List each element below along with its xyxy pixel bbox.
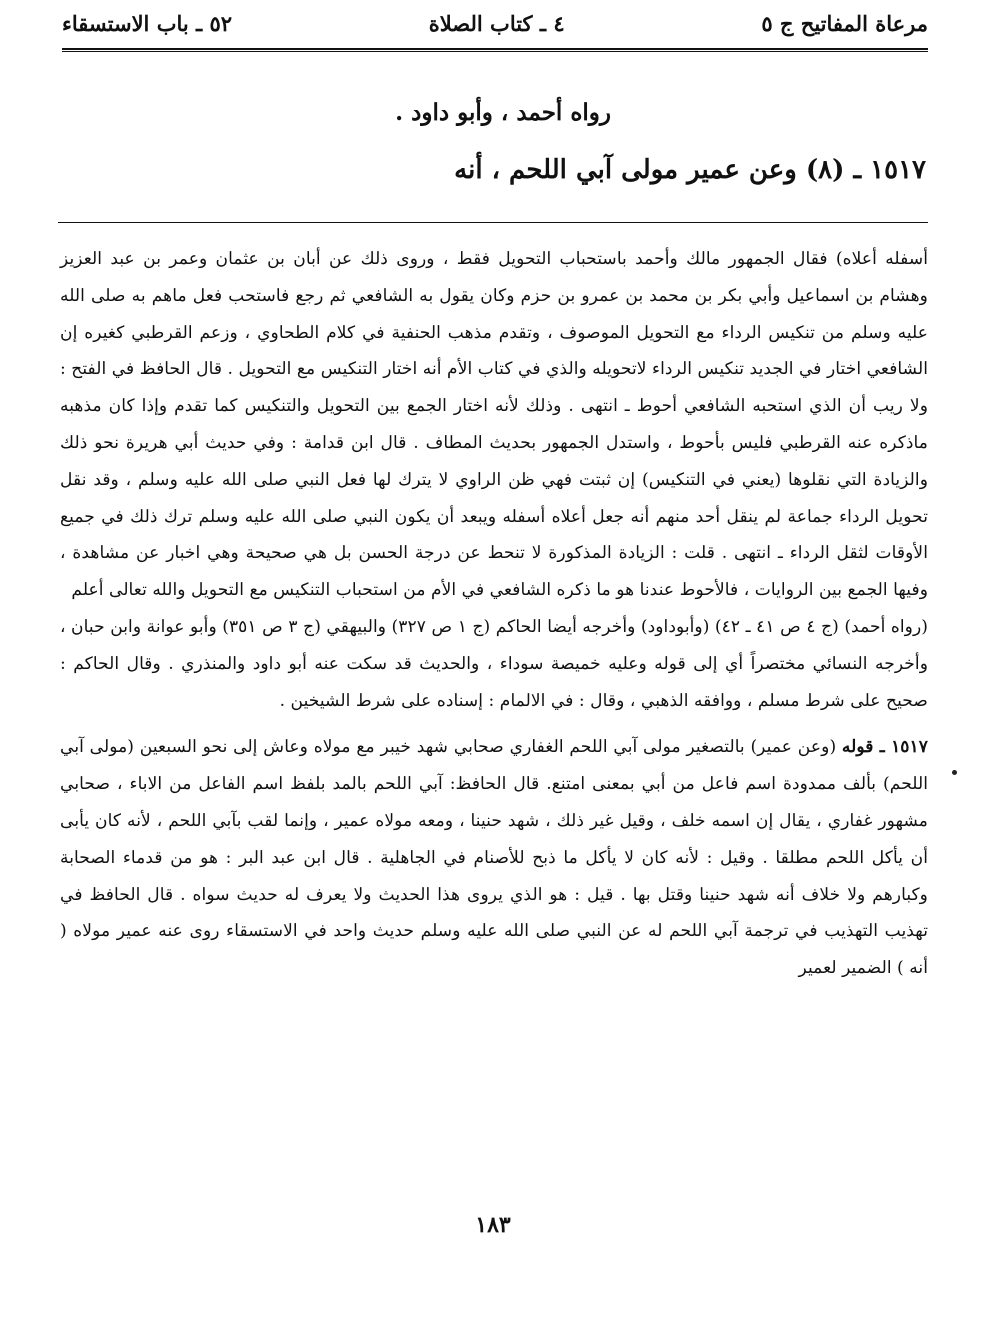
hadith-number-lead: ١٥١٧ ـ قوله [841, 737, 928, 758]
header-rule [62, 48, 928, 50]
commentary [60, 241, 928, 987]
matn-line-1: رواه أحمد ، وأبو داود . [395, 99, 611, 126]
matn-line-2: ١٥١٧ ـ (٨) وعن عمير مولى آبي اللحم ، أنه [454, 155, 926, 185]
commentary-paragraph-2: (رواه أحمد) (ج ٤ ص ٤١ ـ ٤٢) (وأبوداود) وأخرجه أيضا الحاكم (ج ١ ص ٣٢٧) والبيهقي (ج ٣ ص ٣٥١) وأبو عوانة وابن حبان ، وأخرجه النسائي مختصراً أي إلى قوله وعليه خميصة سوداء ، والحديث قد سكت عنه أبو داود والمنذري . وقال الحاكم : صحيح على شرط مسلم ، ووافقه الذهبي ، وقال : في الالمام : إسناده على شرط الشيخين . [60, 616, 928, 711]
header-section: ٥٢ ـ باب الاستسقاء [62, 10, 233, 36]
page-number: ١٨٣ [475, 1212, 511, 1238]
header-rule-thin [62, 51, 928, 52]
running-header [62, 4, 928, 42]
text-divider [58, 222, 928, 223]
margin-mark [952, 770, 957, 775]
commentary-paragraph-1: أسفله أعلاه) فقال الجمهور مالك وأحمد باستحباب التحويل فقط ، وروى ذلك عن أبان بن عثمان وعمر بن عبد العزيز وهشام بن اسماعيل وأبي بكر بن محمد بن عمرو بن حزم وكان يقول به الشافعي ثم رجع فاستحب فعل ماهم به صلى الله عليه وسلم من تنكيس الرداء مع التحويل الموصوف ، وتقدم مذهب الحنفية في كلام الطحاوي ، وزعم القرطبي كغيره إن الشافعي اختار في الجديد تنكيس الرداء لاتحويله والذي في كتاب الأم أنه اختار التنكيس مع التحويل . قال الحافظ في الفتح : ولا ريب أن الذي استحبه الشافعي أحوط ـ انتهى . وذلك لأنه اختار الجمع بين التحويل والتنكيس كما تقدم وإذا كان مذهبه ماذكره عنه القرطبي فليس بأحوط ، واستدل الجمهور بحديث المطاف . قال ابن قدامة : وفي حديث أبي هريرة نحو ذلك والزيادة التي نقلوها (يعني في التنكيس) إن ثبتت فهي ظن الراوي لا يترك لها فعل النبي صلى الله عليه وسلم ، وقد نقل تحويل الرداء جماعة لم ينقل أحد منهم أنه جعل أعلاه أسفله ويبعد أن يكون النبي صلى الله عليه وسلم ترك ذلك في جميع الأوقات لثقل الرداء ـ انتهى . قلت : الزيادة المذكورة لا تنحط عن درجة الحسن بل هي صحيحة وهي اخبار عن مشاهدة ، وفيها الجمع بين الروايات ، فالأحوط عندنا هو ما ذكره الشافعي في الأم من استحباب التنكيس مع التحويل والله تعالى أعلم [60, 249, 928, 601]
header-chapter: ٤ ـ كتاب الصلاة [428, 10, 565, 36]
commentary-paragraph-3-text: (وعن عمير) بالتصغير مولى آبي اللحم الغفاري صحابي شهد خيبر مع مولاه وعاش إلى نحو السبعين (مولى آبي اللحم) بألف ممدودة اسم فاعل من أبي بمعنى امتنع. قال الحافظ: آبي اللحم بالمد بلفظ اسم الفاعل من الاباء ، صحابي مشهور غفاري ، يقال إن اسمه خلف ، وقيل غير ذلك ، شهد حنينا ، ومعه مولاه عمير ، وإنما لقب بآبي اللحم ، لأنه كان يأبى أن يأكل اللحم مطلقا . وقيل : لأنه كان لا يأكل ما ذبح للأصنام في الجاهلية . قال ابن عبد البر : هو من قدماء الصحابة وكبارهم ولا خلاف أنه شهد حنينا وقتل بها . قيل : هو الذي يروى هذا الحديث ولا يعرف له حديث سواه . قال الحافظ في تهذيب التهذيب في ترجمة آبي اللحم له عن النبي صلى الله عليه وسلم حديث واحد في الاستسقاء روى عنه عمير مولاه ( أنه ) الضمير لعمير [60, 737, 928, 979]
commentary-paragraph-3 [60, 729, 928, 987]
header-book-title: مرعاة المفاتيح ج ٥ [761, 10, 928, 36]
